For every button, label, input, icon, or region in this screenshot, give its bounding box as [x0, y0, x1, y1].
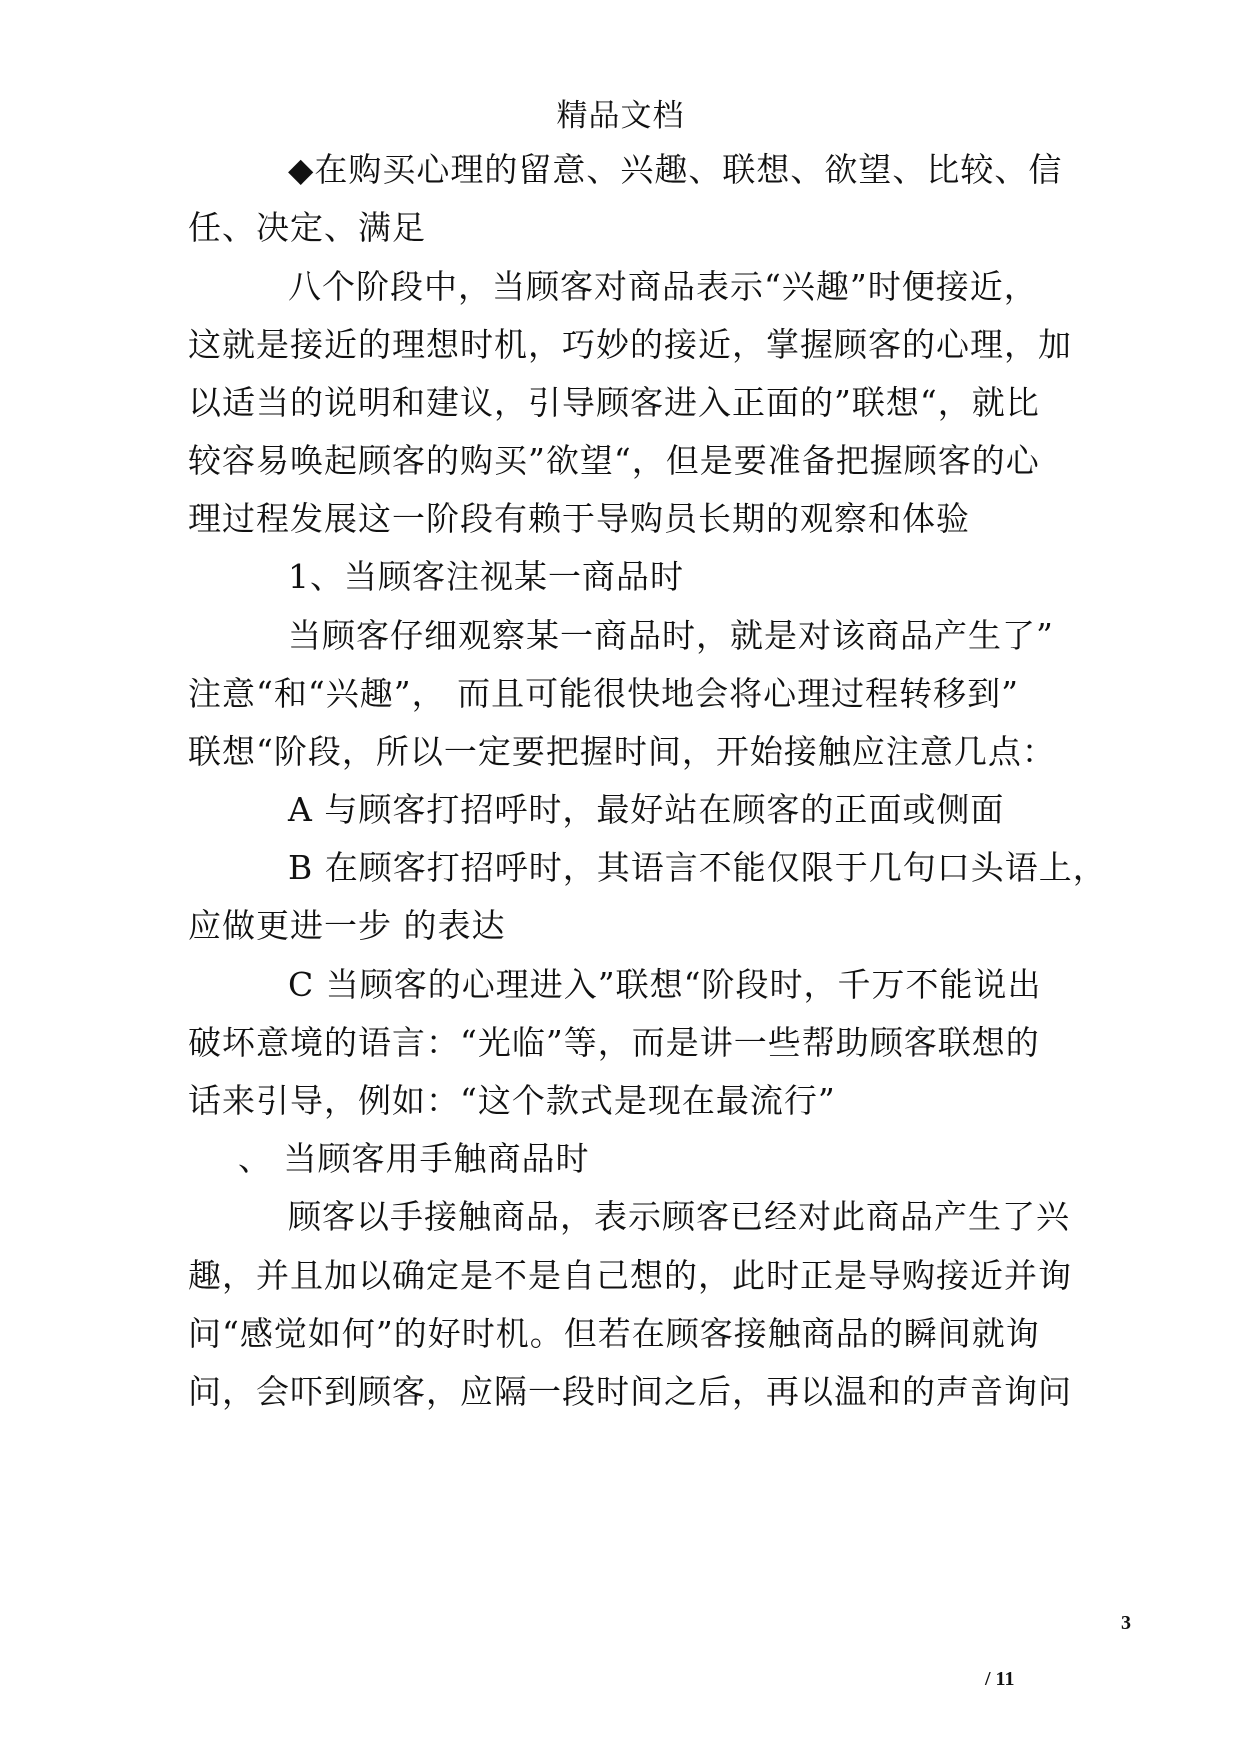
- list-item: B 在顾客打招呼时，其语言不能仅限于几句口头语上，: [288, 848, 1107, 887]
- paragraph-line: 话来引导，例如：“这个款式是现在最流行”: [188, 1081, 836, 1120]
- paragraph-line: 以适当的说明和建议，引导顾客进入正面的”联想“，就比: [188, 383, 1040, 422]
- paragraph-line: 八个阶段中，当顾客对商品表示“兴趣”时便接近，: [288, 267, 1038, 306]
- section-heading: 、 当顾客用手触商品时: [238, 1139, 590, 1178]
- paragraph-line: 这就是接近的理想时机，巧妙的接近，掌握顾客的心理，加: [188, 325, 1072, 364]
- paragraph-line: 趣，并且加以确定是不是自己想的，此时正是导购接近并询: [188, 1256, 1072, 1295]
- paragraph-line: 任、决定、满足: [188, 208, 426, 247]
- paragraph-line: 问“感觉如何”的好时机。但若在顾客接触商品的瞬间就询: [188, 1314, 1040, 1353]
- list-item: A 与顾客打招呼时，最好站在顾客的正面或侧面: [288, 790, 1005, 829]
- section-heading: 1、当顾客注视某一商品时: [288, 557, 684, 596]
- page-total: / 11: [985, 1668, 1015, 1690]
- paragraph-line: 当顾客仔细观察某一商品时，就是对该商品产生了”: [288, 616, 1054, 655]
- paragraph-line: 顾客以手接触商品，表示顾客已经对此商品产生了兴: [288, 1197, 1070, 1236]
- page-number: 3: [1121, 1612, 1131, 1634]
- paragraph-line: 理过程发展这一阶段有赖于导购员长期的观察和体验: [188, 499, 970, 538]
- list-item: C 当顾客的心理进入”联想“阶段时，千万不能说出: [288, 965, 1042, 1004]
- paragraph-line: 较容易唤起顾客的购买”欲望“，但是要准备把握顾客的心: [188, 441, 1040, 480]
- paragraph-line: 破坏意境的语言：“光临”等，而是讲一些帮助顾客联想的: [188, 1023, 1040, 1062]
- paragraph-line: ◆在购买心理的留意、兴趣、联想、欲望、比较、信: [288, 150, 1063, 189]
- page-header: 精品文档: [556, 98, 685, 134]
- paragraph-line: 应做更进一步 的表达: [188, 906, 506, 945]
- paragraph-line: 联想“阶段，所以一定要把握时间，开始接触应注意几点：: [188, 732, 1056, 771]
- paragraph-line: 问，会吓到顾客，应隔一段时间之后，再以温和的声音询问: [188, 1372, 1072, 1411]
- paragraph-line: 注意“和“兴趣”， 而且可能很快地会将心理过程转移到”: [188, 674, 1019, 713]
